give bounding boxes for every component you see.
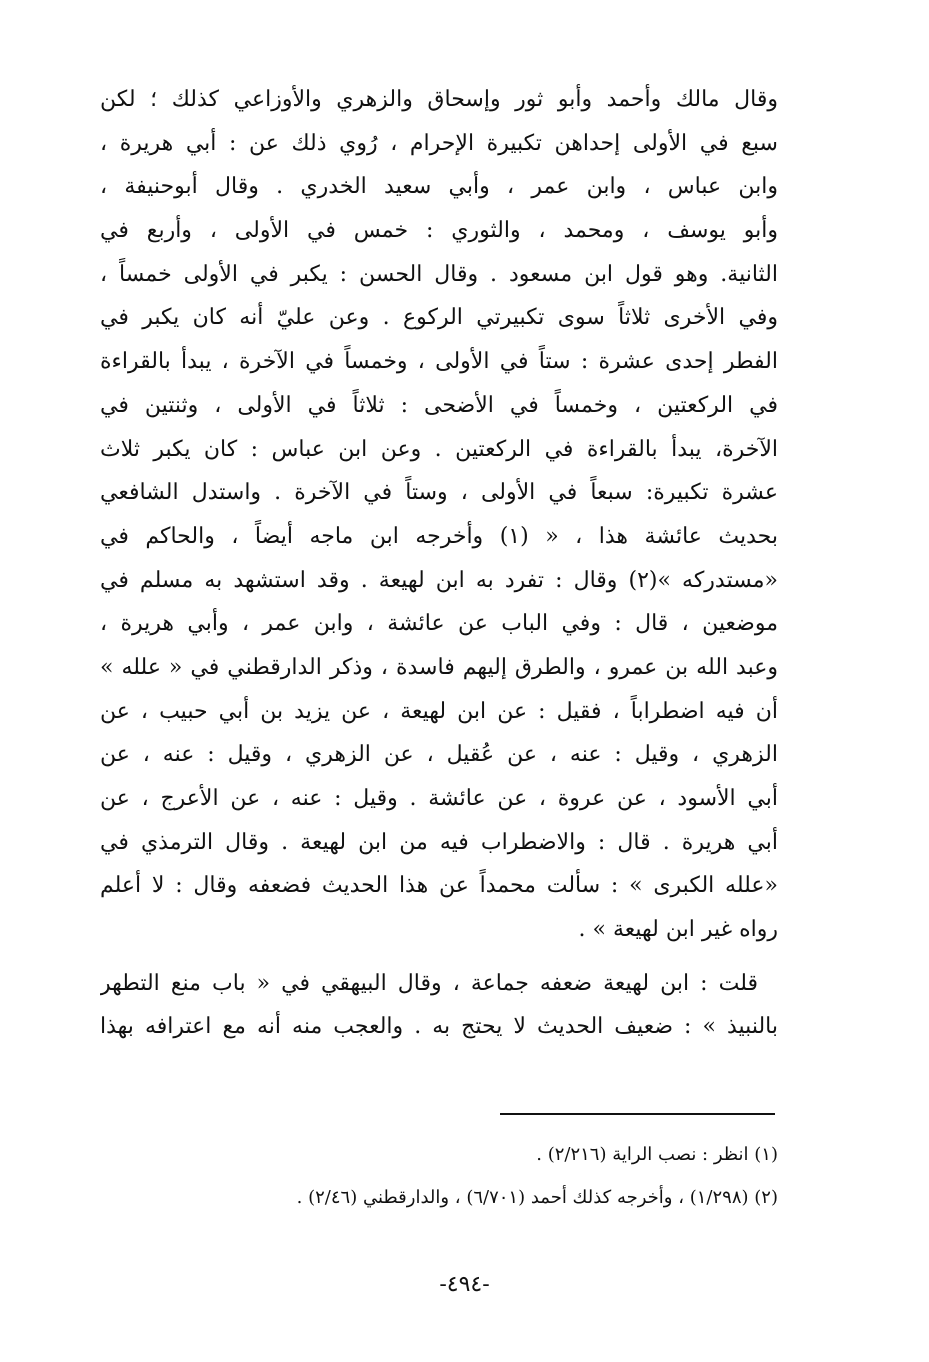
footnote-1: (١) انظر : نصب الراية (٢/٢١٦) . bbox=[536, 1144, 778, 1165]
paragraph-gap bbox=[100, 952, 778, 962]
page-number: -٤٩٤- bbox=[439, 1272, 490, 1297]
text-line: موضعين ، قال : وفي الباب عن عائشة ، وابن عمر ، وأبي هريرة ، bbox=[100, 611, 778, 637]
text-line: وأبو يوسف ، ومحمد ، والثوري : خمس في الأولى ، وأربع في bbox=[100, 218, 778, 244]
text-line: أن فيه اضطراباً ، فقيل : عن ابن لهيعة ، عن يزيد بن أبي حبيب ، عن bbox=[100, 698, 778, 724]
text-line: بالنبيذ » : ضعيف الحديث لا يحتج به . والعجب منه أنه مع اعترافه بهذا bbox=[100, 1014, 778, 1040]
footnotes bbox=[100, 1133, 778, 1219]
text-line: «علله الكبرى » : سألت محمداً عن هذا الحديث فضعفه وقال : لا أعلم bbox=[100, 873, 778, 899]
footnote-2: (٢) (١/٢٩٨) ، وأخرجه كذلك أحمد (٦/٧٠١) ، والدارقطني (٢/٤٦) . bbox=[296, 1187, 778, 1208]
text-line: الزهري ، وقيل : عنه ، عن عُقيل ، عن الزهري ، وقيل : عنه ، عن bbox=[100, 742, 778, 768]
text-line: وقال مالك وأحمد وأبو ثور وإسحاق والزهري والأوزاعي كذلك ؛ لكن bbox=[100, 87, 778, 112]
text-line: أبي هريرة . قال : والاضطراب فيه من ابن لهيعة . وقال الترمذي في bbox=[100, 829, 778, 855]
main-text-body bbox=[100, 78, 778, 1049]
text-line: رواه غير ابن لهيعة » . bbox=[578, 917, 778, 943]
text-line: «مستدركه »(٢) وقال : تفرد به ابن لهيعة . وقد استشهد به مسلم في bbox=[100, 567, 778, 593]
text-line: وعبد الله بن عمرو ، والطرق إليهم فاسدة ، وذكر الدارقطني في « علله » bbox=[100, 654, 778, 680]
text-line: سبع في الأولى إحداهن تكبيرة الإحرام ، رُوي ذلك عن : أبي هريرة ، bbox=[100, 130, 778, 156]
footnote-separator bbox=[500, 1113, 775, 1115]
text-line: وفي الأخرى ثلاثاً سوى تكبيرتي الركوع . وعن عليّ أنه كان يكبر في bbox=[100, 305, 778, 331]
text-line: بحديث عائشة هذا ، « (١) وأخرجه ابن ماجه أيضاً ، والحاكم في bbox=[100, 523, 778, 549]
text-line: وابن عباس ، وابن عمر ، وأبي سعيد الخدري . وقال أبوحنيفة ، bbox=[100, 174, 778, 200]
text-line: الآخرة، يبدأ بالقراءة في الركعتين . وعن ابن عباس : كان يكبر ثلاث bbox=[100, 436, 778, 462]
text-line: عشرة تكبيرة: سبعاً في الأولى ، وستاً في الآخرة . واستدل الشافعي bbox=[100, 480, 778, 506]
text-line: قلت : ابن لهيعة ضعفه جماعة ، وقال البيهقي في « باب منع التطهر bbox=[100, 970, 758, 996]
text-line: الفطر إحدى عشرة : ستاً في الأولى ، وخمساً في الآخرة ، يبدأ بالقراءة bbox=[100, 349, 778, 375]
text-line: أبي الأسود ، عن عروة ، عن عائشة . وقيل : عنه ، عن الأعرج ، عن bbox=[100, 786, 778, 811]
text-line: الثانية. وهو قول ابن مسعود . وقال الحسن : يكبر في الأولى خمساً ، bbox=[100, 261, 778, 287]
text-line: في الركعتين ، وخمساً في الأضحى : ثلاثاً في الأولى ، وثنتين في bbox=[100, 392, 778, 418]
